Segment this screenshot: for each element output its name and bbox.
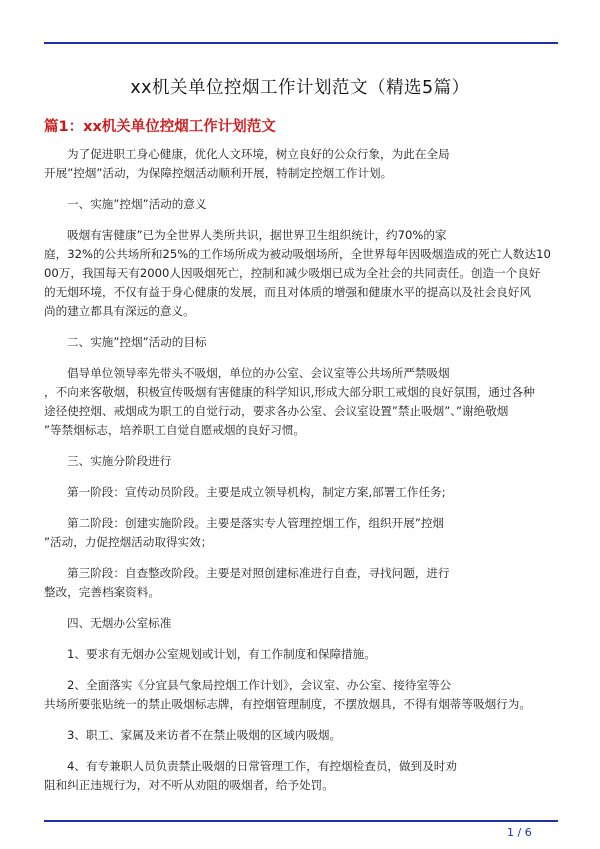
paragraph-line: 吸烟有害健康”已为全世界人类所共识，据世界卫生组织统计，约70%的家 bbox=[67, 228, 447, 242]
paragraph-line: 二、实施”控烟”活动的目标 bbox=[67, 335, 207, 349]
paragraph bbox=[44, 452, 560, 471]
paragraph-line: 三、实施分阶段进行 bbox=[67, 454, 172, 468]
paragraph bbox=[44, 564, 560, 602]
paragraph-line: ”等禁烟标志，培养职工自觉自愿戒烟的良好习惯。 bbox=[44, 423, 306, 437]
paragraph-line: 途径使控烟、戒烟成为职工的自觉行动，要求各办公室、会议室设置”禁止吸烟”、”谢绝敬烟 bbox=[44, 404, 509, 418]
paragraph bbox=[44, 757, 560, 795]
paragraph bbox=[44, 645, 560, 664]
paragraph-line: 庭，32%的公共场所和25%的工作场所成为被动吸烟场所，全世界每年因吸烟造成的死亡人数达10 bbox=[44, 247, 551, 261]
paragraph bbox=[44, 226, 560, 321]
paragraph-line: 第一阶段：宣传动员阶段。主要是成立领导机构，制定方案,部署工作任务; bbox=[67, 485, 446, 499]
paragraph-line: 第三阶段：自查整改阶段。主要是对照创建标准进行自查，寻找问题，进行 bbox=[67, 566, 450, 580]
paragraph bbox=[44, 676, 560, 714]
paragraph-line: ，不向来客敬烟，积极宣传吸烟有害健康的科学知识,形成大部分职工戒烟的良好氛围，通过各种 bbox=[44, 385, 535, 399]
paragraph bbox=[44, 333, 560, 352]
paragraph-line: 的无烟环境，不仅有益于身心健康的发展，而且对体质的增强和健康水平的提高以及社会良好风 bbox=[44, 285, 531, 299]
paragraph-line: 倡导单位领导率先带头不吸烟，单位的办公室、会议室等公共场所严禁吸烟 bbox=[67, 366, 450, 380]
paragraph bbox=[44, 364, 560, 440]
paragraph-line: 尚的建立都具有深远的意义。 bbox=[44, 304, 195, 318]
paragraph-line: 2、全面落实《分宜县气象局控烟工作计划》，会议室、办公室、接待室等公 bbox=[67, 678, 452, 692]
paragraph-line: 4、有专兼职人员负责禁止吸烟的日常管理工作，有控烟检查员，做到及时劝 bbox=[67, 759, 457, 773]
paragraph bbox=[44, 195, 560, 214]
paragraph bbox=[44, 514, 560, 552]
document-body bbox=[44, 145, 560, 807]
paragraph-line: 整改，完善档案资料。 bbox=[44, 585, 160, 599]
paragraph-line: 3、职工、家属及来访者不在禁止吸烟的区域内吸烟。 bbox=[67, 728, 342, 742]
paragraph-line: 为了促进职工身心健康，优化人文环境，树立良好的公众行象，为此在全局 bbox=[67, 147, 450, 161]
paragraph bbox=[44, 483, 560, 502]
paragraph-line: 1、要求有无烟办公室规划或计划，有工作制度和保障措施。 bbox=[67, 647, 376, 661]
paragraph-line: 一、实施”控烟”活动的意义 bbox=[67, 197, 207, 211]
footer-rule bbox=[44, 820, 558, 822]
paragraph-line: 四、无烟办公室标准 bbox=[67, 616, 172, 630]
section-heading: 篇1：xx机关单位控烟工作计划范文 bbox=[44, 119, 276, 135]
paragraph-line: 第二阶段：创建实施阶段。主要是落实专人管理控烟工作，组织开展”控烟 bbox=[67, 516, 445, 530]
paragraph-line: 共场所要张贴统一的禁止吸烟标志牌，有控烟管理制度，不摆放烟具，不得有烟蒂等吸烟行为。 bbox=[44, 697, 531, 711]
page-number: 1 / 6 bbox=[507, 826, 532, 839]
paragraph-line: ”活动，力促控烟活动取得实效； bbox=[44, 535, 213, 549]
paragraph-line: 阻和纠正违规行为，对不听从劝阻的吸烟者，给予处罚。 bbox=[44, 778, 334, 792]
paragraph bbox=[44, 614, 560, 633]
paragraph-line: 00万，我国每天有2000人因吸烟死亡，控制和减少吸烟已成为全社会的共同责任。创造一个良好 bbox=[44, 266, 541, 280]
header-rule bbox=[44, 42, 558, 44]
document-title: xx机关单位控烟工作计划范文（精选5篇） bbox=[130, 78, 470, 98]
paragraph-line: 开展”控烟”活动，为保障控烟活动顺利开展，特制定控烟工作计划。 bbox=[44, 166, 393, 180]
paragraph bbox=[44, 726, 560, 745]
paragraph bbox=[44, 145, 560, 183]
